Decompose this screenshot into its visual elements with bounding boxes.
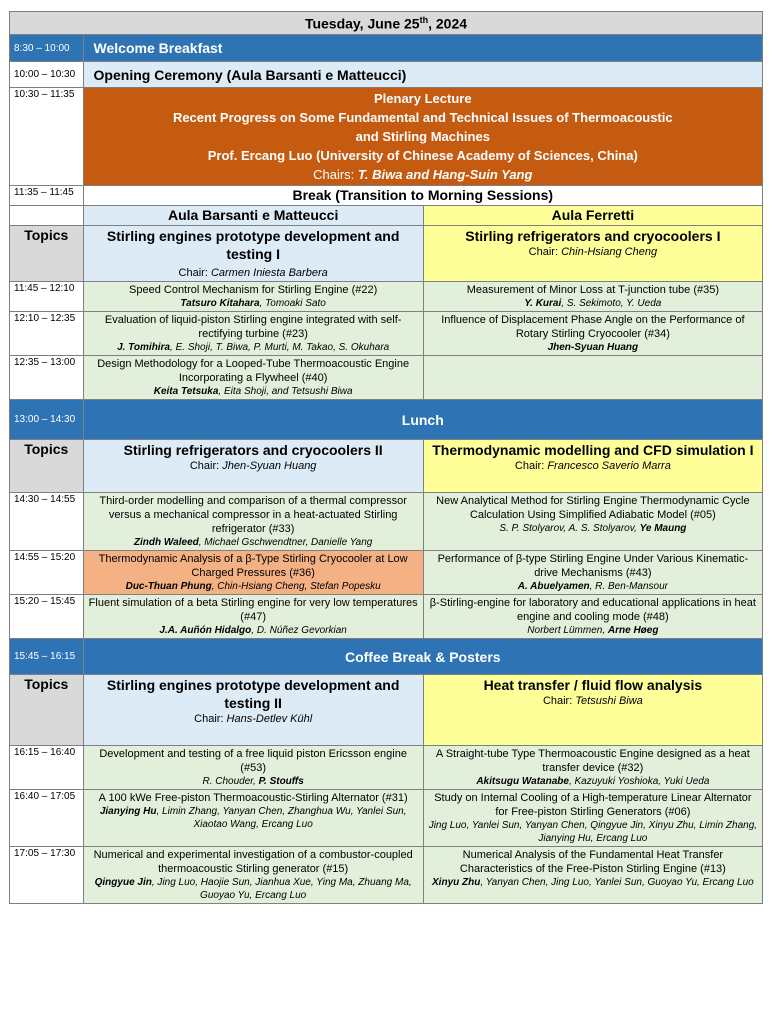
session3-topics: Topics Stirling engines prototype development and testing II Chair: Hans-Detlev Kühl Heat transfer / fluid flow analysis Chair: Tetsushi Biwa	[10, 675, 763, 746]
talk-title: Speed Control Mechanism for Stirling Engine (#22)	[129, 284, 378, 296]
talk-time: 14:55 – 15:20	[10, 551, 84, 595]
talk-cell	[83, 746, 423, 790]
talk-authors: J.A. Auñón Hidalgo, D. Núñez Gevorkian	[159, 625, 347, 636]
empty-slot	[423, 356, 762, 400]
talk-title: Thermodynamic Analysis of a β-Type Stirling Cryocooler at Low Charged Pressures (#36)	[98, 553, 408, 579]
talk-authors: Tatsuro Kitahara, Tomoaki Sato	[180, 298, 326, 309]
talk-cell	[423, 312, 762, 356]
opening-title: Opening Ceremony (Aula Barsanti e Matteucci)	[83, 62, 762, 88]
talk-cell	[423, 551, 762, 595]
talk-time: 14:30 – 14:55	[10, 493, 84, 551]
talk-cell	[423, 790, 762, 847]
talk-row	[10, 847, 763, 904]
schedule-page	[9, 11, 763, 904]
talk-title: New Analytical Method for Stirling Engine Thermodynamic Cycle Calculation Using Simplified Adiabatic Model (#05)	[436, 495, 750, 521]
talk-title: Performance of β-type Stirling Engine Under Various Kinematic-drive Mechanisms (#43)	[437, 553, 749, 579]
talk-title: Third-order modelling and comparison of a thermal compressor versus a mechanical compressor in a heat-actuated Stirling refrigerator (#33)	[99, 495, 407, 535]
day-header: Tuesday, June 25th, 2024	[10, 12, 763, 35]
talk-time: 12:10 – 12:35	[10, 312, 84, 356]
plenary-block: Plenary Lecture Recent Progress on Some Fundamental and Technical Issues of Thermoacoustic and Stirling Machines Prof. Ercang Luo (University of Chinese Academy of Sciences, China) Chairs: T. Biwa and Hang-Suin Yang	[83, 88, 762, 186]
talk-authors: Y. Kurai, S. Sekimoto, Y. Ueda	[524, 298, 662, 309]
talk-authors: J. Tomihira, E. Shoji, T. Biwa, P. Murti, M. Takao, S. Okuhara	[117, 342, 390, 353]
talk-title: β-Stirling-engine for laboratory and educational applications in heat engine and cooling mode (#48)	[429, 597, 756, 623]
talk-title: Evaluation of liquid-piston Stirling engine integrated with self-rectifying turbine (#23)	[104, 314, 402, 340]
talk-cell	[423, 746, 762, 790]
talk-cell	[83, 356, 423, 400]
talk-authors: Jianying Hu, Limin Zhang, Yanyan Chen, Zhanghua Wu, Yanlei Sun, Xiaotao Wang, Ercang Luo	[99, 806, 407, 830]
talk-authors: Akitsugu Watanabe, Kazuyuki Yoshioka, Yuki Ueda	[476, 776, 710, 787]
talk-cell	[83, 312, 423, 356]
session2-topics: Topics Stirling refrigerators and cryocoolers II Chair: Jhen-Syuan Huang Thermodynamic modelling and CFD simulation I Chair: Francesco Saverio Marra	[10, 440, 763, 493]
talk-authors: Qingyue Jin, Jing Luo, Haojie Sun, Jianhua Xue, Ying Ma, Zhuang Ma, Guoyao Yu, Ercang Luo	[94, 877, 412, 901]
talk-cell	[83, 282, 423, 312]
coffee-row: 15:45 – 16:15 Coffee Break & Posters	[10, 639, 763, 675]
talk-authors: Norbert Lümmen, Arne Høeg	[527, 625, 659, 636]
talk-title: Fluent simulation of a beta Stirling engine for very low temperatures (#47)	[88, 597, 418, 623]
talk-title: Numerical Analysis of the Fundamental Heat Transfer Characteristics of the Free-Piston Stirling Engine (#13)	[459, 849, 726, 875]
talk-authors: Keita Tetsuka, Eita Shoji, and Tetsushi Biwa	[153, 386, 353, 397]
lunch-title: Lunch	[83, 400, 762, 440]
talk-time: 16:40 – 17:05	[10, 790, 84, 847]
talk-authors: Xinyu Zhu, Yanyan Chen, Jing Luo, Yanlei Sun, Guoyao Yu, Ercang Luo	[432, 877, 754, 888]
talk-authors: S. P. Stolyarov, A. S. Stolyarov, Ye Maung	[499, 523, 687, 534]
talk-cell	[423, 493, 762, 551]
talk-time: 17:05 – 17:30	[10, 847, 84, 904]
talk-cell	[83, 595, 423, 639]
session2-talks	[10, 493, 763, 639]
plenary-row: 10:30 – 11:35 Plenary Lecture Recent Progress on Some Fundamental and Technical Issues of Thermoacoustic and Stirling Machines Prof. Ercang Luo (University of Chinese Academy of Sciences, China) Chairs: T. Biwa and Hang-Suin Yang	[10, 88, 763, 186]
talk-time: 16:15 – 16:40	[10, 746, 84, 790]
talk-time: 15:20 – 15:45	[10, 595, 84, 639]
room-right: Aula Ferretti	[423, 206, 762, 226]
talk-authors: R. Chouder, P. Stouffs	[202, 776, 304, 787]
schedule-table	[9, 11, 763, 904]
opening-row: 10:00 – 10:30 Opening Ceremony (Aula Barsanti e Matteucci)	[10, 62, 763, 88]
talk-row	[10, 746, 763, 790]
rooms-row	[10, 206, 763, 226]
talk-authors: Jhen-Syuan Huang	[547, 342, 639, 353]
breakfast-row: 8:30 – 10:00 Welcome Breakfast	[10, 35, 763, 62]
talk-row	[10, 282, 763, 312]
talk-cell	[423, 282, 762, 312]
talk-title: Design Methodology for a Looped-Tube Thermoacoustic Engine Incorporating a Flywheel (#40)	[97, 358, 410, 384]
session3-talks	[10, 746, 763, 904]
talk-authors: Zindh Waleed, Michael Gschwendtner, Danielle Yang	[133, 537, 373, 548]
session1-topics: Topics Stirling engines prototype development and testing I Chair: Carmen Iniesta Barbera Stirling refrigerators and cryocoolers I Chair: Chin-Hsiang Cheng	[10, 226, 763, 282]
room-left: Aula Barsanti e Matteucci	[83, 206, 423, 226]
talk-cell	[83, 551, 423, 595]
talk-row	[10, 551, 763, 595]
talk-cell	[83, 493, 423, 551]
talk-row	[10, 790, 763, 847]
coffee-title: Coffee Break & Posters	[83, 639, 762, 675]
break-title: Break (Transition to Morning Sessions)	[83, 186, 762, 206]
talk-title: A Straight-tube Type Thermoacoustic Engine designed as a heat transfer device (#32)	[435, 748, 750, 774]
talk-title: Numerical and experimental investigation of a combustor-coupled thermoacoustic Stirling generator (#15)	[93, 849, 413, 875]
lunch-row: 13:00 – 14:30 Lunch	[10, 400, 763, 440]
talk-cell	[83, 847, 423, 904]
talk-title: A 100 kWe Free-piston Thermoacoustic-Stirling Alternator (#31)	[98, 792, 408, 804]
talk-cell	[423, 595, 762, 639]
talk-row	[10, 312, 763, 356]
talk-authors: A. Abuelyamen, R. Ben-Mansour	[517, 581, 668, 592]
talk-title: Influence of Displacement Phase Angle on the Performance of Rotary Stirling Cryocooler (#34)	[441, 314, 745, 340]
talk-title: Study on Internal Cooling of a High-temperature Linear Alternator for Free-piston Stirling Generators (#06)	[434, 792, 752, 818]
talk-authors: Jing Luo, Yanlei Sun, Yanyan Chen, Qingyue Jin, Xinyu Zhu, Limin Zhang, Jianying Hu, Ercang Luo	[428, 820, 758, 844]
session1-talks	[10, 282, 763, 400]
talk-row	[10, 493, 763, 551]
talk-cell	[83, 790, 423, 847]
talk-authors: Duc-Thuan Phung, Chin-Hsiang Cheng, Stefan Popesku	[125, 581, 381, 592]
talk-title: Measurement of Minor Loss at T-junction tube (#35)	[466, 284, 720, 296]
talk-row	[10, 595, 763, 639]
talk-title: Development and testing of a free liquid piston Ericsson engine (#53)	[99, 748, 407, 774]
break-row: 11:35 – 11:45 Break (Transition to Morning Sessions)	[10, 186, 763, 206]
talk-row	[10, 356, 763, 400]
breakfast-title: Welcome Breakfast	[83, 35, 762, 62]
talk-time: 11:45 – 12:10	[10, 282, 84, 312]
talk-time: 12:35 – 13:00	[10, 356, 84, 400]
talk-cell	[423, 847, 762, 904]
